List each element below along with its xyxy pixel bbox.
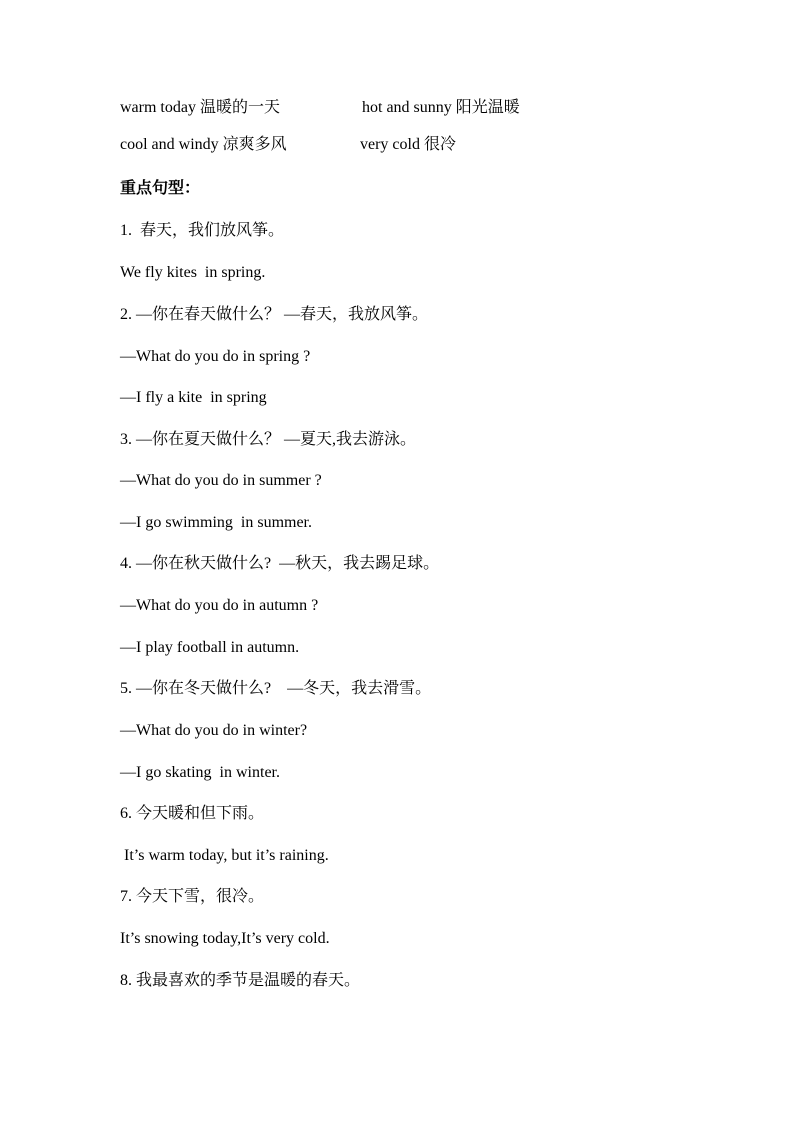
sentence-line: —What do you do in spring ? <box>120 348 311 365</box>
sentence-line: 7. 今天下雪，很冷。 <box>120 888 265 905</box>
sentence-line: —What do you do in winter? <box>120 722 308 739</box>
sentence-line: We fly kites in spring. <box>120 264 266 281</box>
sentence-line: 8. 我最喜欢的季节是温暖的春天。 <box>120 972 361 989</box>
sentence-line: —I go skating in winter. <box>120 764 280 781</box>
vocab-row-1-right: hot and sunny 阳光温暖 <box>362 99 520 116</box>
sentence-line: —What do you do in autumn ? <box>120 597 319 614</box>
sentence-line: 5. —你在冬天做什么? —冬天，我去滑雪。 <box>120 680 432 697</box>
sentence-line: 1. 春天，我们放风筝。 <box>120 222 285 239</box>
sentence-line: —I go swimming in summer. <box>120 514 312 531</box>
sentence-line: —I play football in autumn. <box>120 639 300 656</box>
sentence-line: 6. 今天暖和但下雨。 <box>120 805 265 822</box>
sentence-line: It’s warm today, but it’s raining. <box>120 847 329 864</box>
key-sentences-heading: 重点句型： <box>120 180 201 197</box>
sentence-line: 4. —你在秋天做什么? —秋天，我去踢足球。 <box>120 555 440 572</box>
vocab-row-2-right: very cold 很冷 <box>360 136 456 153</box>
vocab-row-1-left: warm today 温暖的一天 <box>120 99 280 116</box>
sentence-line: —I fly a kite in spring <box>120 389 267 406</box>
vocab-row-2-left: cool and windy 凉爽多风 <box>120 136 287 153</box>
sentence-line: —What do you do in summer ? <box>120 472 322 489</box>
sentence-line: 3. —你在夏天做什么？ —夏天,我去游泳。 <box>120 431 417 448</box>
sentence-line: It’s snowing today,It’s very cold. <box>120 930 330 947</box>
sentence-line: 2. —你在春天做什么？ —春天，我放风筝。 <box>120 306 429 323</box>
